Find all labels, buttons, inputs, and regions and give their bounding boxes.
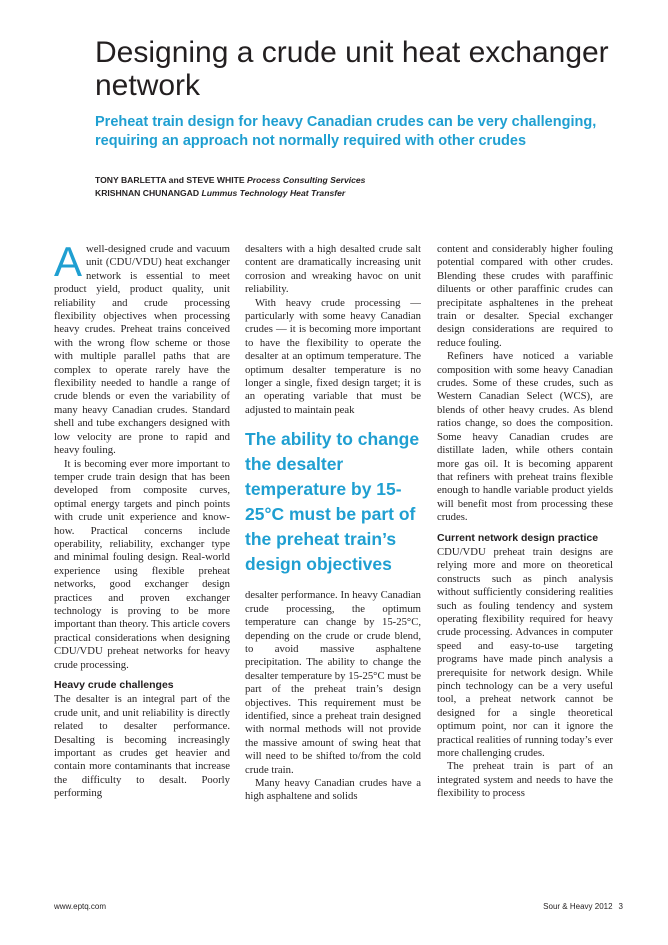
- paragraph: well-designed crude and vacuum unit (CDU/VDU) heat exchanger network is essential to meet product yield, product quality, unit reliability and crude processing flexibility objectives when processing heavy crudes. Preheat trains conceived with the wrong flow scheme or those with multiple parallel paths that are complex to operate rarely have the flexibility needed to handle a range of crude blends or even the variability of many heavy Canadian crudes. Standard shell and tube exchangers designed with low velocity are prone to rapid and heavy fouling.: [54, 243, 230, 457]
- section-heading: Current network design practice: [437, 531, 599, 544]
- author-affiliation-2: Lummus Technology Heat Transfer: [201, 188, 346, 198]
- article-subtitle: Preheat train design for heavy Canadian crudes can be very challenging, requiring an approach not normally required with other crudes: [95, 114, 597, 149]
- body-column-2: [245, 243, 421, 873]
- page-number: 3: [618, 902, 623, 911]
- section-heading: Heavy crude challenges: [54, 679, 174, 691]
- paragraph: desalters with a high desalted crude salt content are dramatically increasing unit corrosion and wreaking havoc on unit reliability.: [245, 243, 421, 296]
- paragraph: It is becoming ever more important to temper crude train design that has been developed from composite curves, optimal energy targets and pinch points with crude unit experience and know-how. Practical concerns include operability, reliability, exchanger type and minimal fouling design. Real-world experience using flexible preheat networks, good exchanger design practices and proven exchanger technology is proving to be more important than theory. This article covers practical considerations when designing CDU/VDU preheat networks for heavy crude processing.: [54, 457, 230, 671]
- body-column-1: [54, 243, 230, 873]
- author-names-2: KRISHNAN CHUNANGAD: [95, 188, 200, 198]
- author-line-2: [95, 187, 615, 200]
- article-title: Designing a crude unit heat exchanger network: [95, 36, 609, 102]
- author-names-1: TONY BARLETTA and STEVE WHITE: [95, 175, 245, 185]
- drop-cap: A: [54, 243, 83, 285]
- paragraph: CDU/VDU preheat train designs are relying more and more on theoretical constructs such as pinch analysis without sufficiently considering realities such as fouling tendency and system operating flexibility required for heavy crude processing. Advances in computer speed and easy-to-use targeting programs have made pinch analysis a prerequisite for network design. While pinch technology can be a very useful tool, a preheat network cannot be designed for a single theoretical optimum point, nor can it ignore the practical realities of running today’s ever more challenging crudes.: [437, 545, 613, 760]
- paragraph: With heavy crude processing — particularly with some heavy Canadian crudes — it is becoming more important to have the flexibility to operate the desalter at an optimum temperature. The optimum desalter temperature is no longer a single, fixed design target; it is an operating variable that must be adjusted to maintain peak: [245, 296, 421, 416]
- author-line-1: [95, 174, 615, 187]
- paragraph: The preheat train is part of an integrated system and needs to have the flexibility to process: [437, 760, 613, 800]
- author-block: [95, 174, 615, 200]
- paragraph: desalter performance. In heavy Canadian crude processing, the optimum temperature can change by 15-25°C, depending on the crude or crude blend, to avoid massive asphaltene precipitation. The ability to change the desalter temperature by 15-25°C must be part of the preheat train’s design objectives. This requirement must be identified, since a preheat train designed with normal methods will not provide the massive amount of swing heat that will need to be shifted to/from the cold crude train.: [245, 589, 421, 776]
- pull-quote: The ability to change the desalter temperature by 15-25°C must be part of the preheat train’s design objectives: [245, 429, 420, 575]
- body-column-3: [437, 243, 613, 873]
- paragraph: content and considerably higher fouling potential compared with other crudes. Blending these crudes with paraffinic diluents or other paraffinic crudes can precipitate asphaltenes in the preheat train or desalter. Special exchanger design considerations are required to reduce fouling.: [437, 243, 613, 349]
- footer-publication-name: Sour & Heavy 2012: [543, 902, 613, 911]
- paragraph: The desalter is an integral part of the crude unit, and unit reliability is directly related to desalter performance. Desalting is becoming increasingly important as crudes get heavier and contain more contaminants that increase the difficulty to desalt. Poorly performing: [54, 693, 230, 800]
- paragraph: Refiners have noticed a variable composition with some heavy Canadian crudes. Some of these crudes, such as Western Canadian Select (WCS), are blends of other heavy crudes. As blend ratios change, so does the composition. Some heavy Canadian crudes are distillate laden, while others contain more gas oil. It is becoming apparent that refiners with preheat trains flexible enough to handle variable product yields will benefit most from processing these crudes.: [437, 350, 613, 524]
- footer-publication: [543, 902, 623, 912]
- footer-website: www.eptq.com: [54, 902, 107, 911]
- author-affiliation-1: Process Consulting Services: [247, 175, 366, 185]
- paragraph: Many heavy Canadian crudes have a high asphaltene and solids: [245, 776, 421, 803]
